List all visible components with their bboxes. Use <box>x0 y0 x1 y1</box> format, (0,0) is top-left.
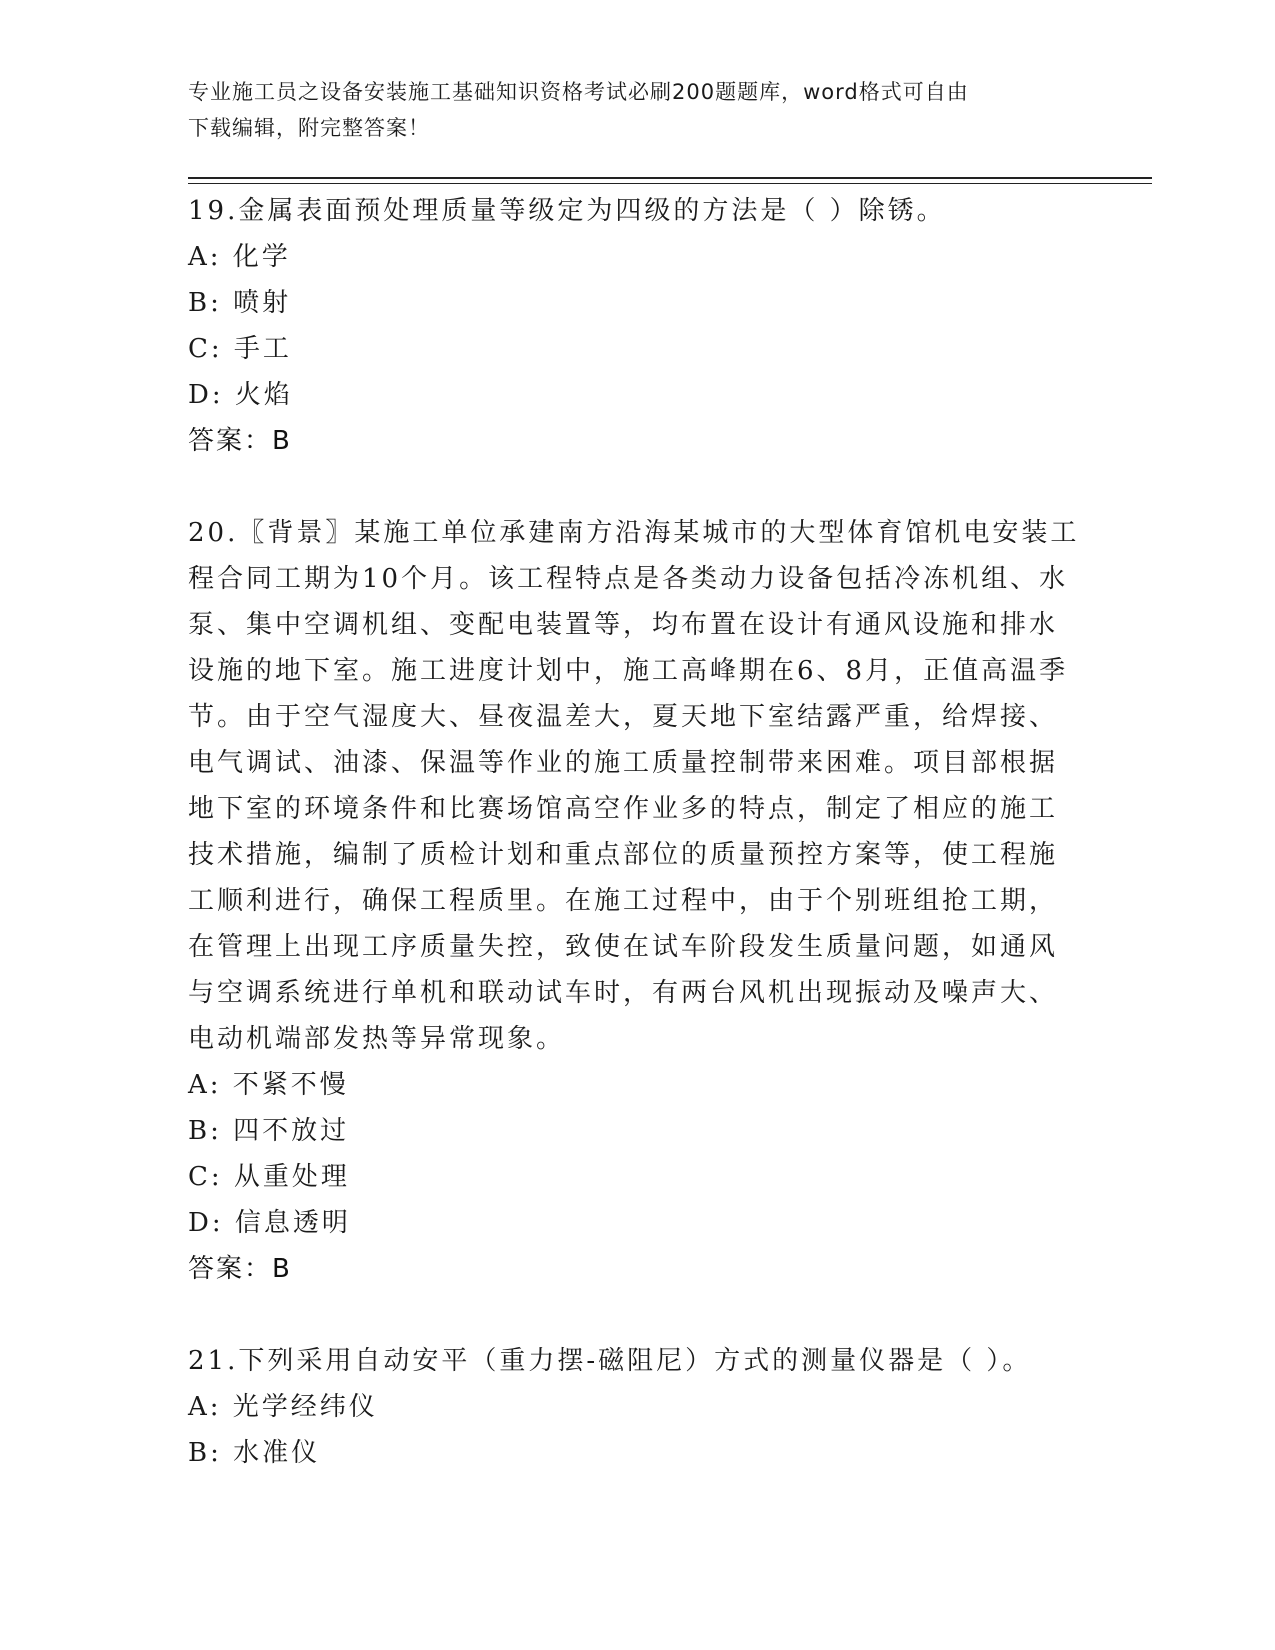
header-rule-thin <box>188 183 1152 184</box>
question-spacer <box>188 464 1088 510</box>
question-stem-line: 与空调系统进行单机和联动试车时，有两台风机出现振动及噪声大、 <box>188 978 1059 1008</box>
answer-option: C: 从重处理 <box>188 1162 350 1192</box>
header-line-1: 专业施工员之设备安装施工基础知识资格考试必刷200题题库，word格式可自由 <box>188 80 969 104</box>
question-stem-line: 设施的地下室。施工进度计划中，施工高峰期在6、8月，正值高温季 <box>188 656 1069 686</box>
answer-option: B: 水准仪 <box>188 1438 321 1468</box>
question-block <box>188 1338 1088 1476</box>
question-stem-line: 工顺利进行，确保工程质里。在施工过程中，由于个别班组抢工期， <box>188 886 1059 916</box>
header-line-2: 下载编辑，附完整答案！ <box>188 116 430 140</box>
document-header <box>188 74 1088 146</box>
question-stem-line: 20.〖背景〗某施工单位承建南方沿海某城市的大型体育馆机电安装工 <box>188 518 1080 548</box>
correct-answer: 答案：B <box>188 1254 292 1284</box>
question-stem-line: 节。由于空气湿度大、昼夜温差大，夏天地下室结露严重，给焊接、 <box>188 702 1059 732</box>
correct-answer: 答案：B <box>188 426 292 456</box>
answer-option: B: 喷射 <box>188 288 292 318</box>
answer-option: B: 四不放过 <box>188 1116 350 1146</box>
question-stem-line: 电动机端部发热等异常现象。 <box>188 1024 566 1054</box>
question-stem-line: 地下室的环境条件和比赛场馆高空作业多的特点，制定了相应的施工 <box>188 794 1059 824</box>
question-stem-line: 在管理上出现工序质量失控，致使在试车阶段发生质量问题，如通风 <box>188 932 1059 962</box>
question-spacer <box>188 1292 1088 1338</box>
answer-option: D: 信息透明 <box>188 1208 351 1238</box>
question-stem-line: 19.金属表面预处理质量等级定为四级的方法是（ ）除锈。 <box>188 196 946 226</box>
question-stem-line: 泵、集中空调机组、变配电装置等，均布置在设计有通风设施和排水 <box>188 610 1059 640</box>
question-stem-line: 程合同工期为10个月。该工程特点是各类动力设备包括冷冻机组、水 <box>188 564 1069 594</box>
question-stem-line: 技术措施，编制了质检计划和重点部位的质量预控方案等，使工程施 <box>188 840 1059 870</box>
question-stem-line: 电气调试、油漆、保温等作业的施工质量控制带来困难。项目部根据 <box>188 748 1059 778</box>
header-rule-thick <box>188 177 1152 179</box>
answer-option: A: 化学 <box>188 242 291 272</box>
question-list <box>188 188 1088 1476</box>
answer-option: A: 光学经纬仪 <box>188 1392 378 1422</box>
answer-option: D: 火焰 <box>188 380 293 410</box>
question-stem-line: 21.下列采用自动安平（重力摆-磁阻尼）方式的测量仪器是（ ）。 <box>188 1346 1032 1376</box>
question-block <box>188 510 1088 1292</box>
question-block <box>188 188 1088 464</box>
answer-option: C: 手工 <box>188 334 292 364</box>
answer-option: A: 不紧不慢 <box>188 1070 349 1100</box>
